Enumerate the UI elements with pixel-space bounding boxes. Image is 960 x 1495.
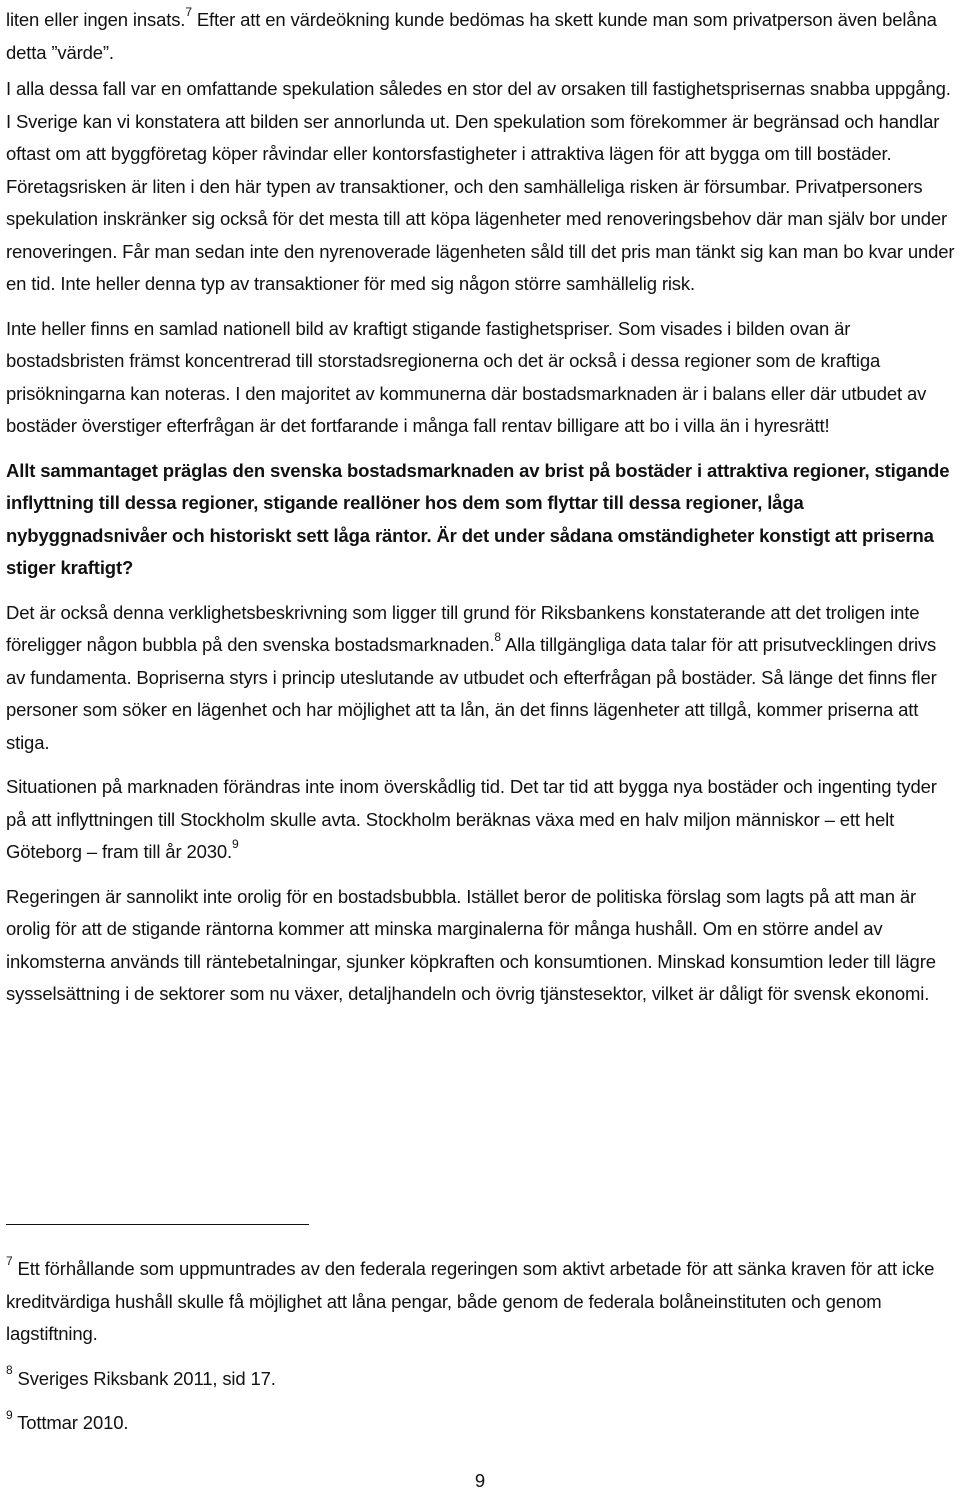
footnote-8 bbox=[6, 1363, 956, 1396]
footnote-9 bbox=[6, 1407, 956, 1440]
footnote-ref-7[interactable]: 7 bbox=[185, 4, 192, 19]
footnote-number-7: 7 bbox=[6, 1253, 13, 1268]
footnote-number-8: 8 bbox=[6, 1363, 13, 1378]
footnote-8-text: Sveriges Riksbank 2011, sid 17. bbox=[12, 1367, 276, 1389]
document-body bbox=[6, 4, 956, 1023]
paragraph-4-bold: Allt sammantaget präglas den svenska bostadsmarknaden av brist på bostäder i attraktiva regioner, stigande inflyttning till dessa regioner, stigande reallöner hos dem som flyttar till dessa regioner, låga nybyggnadsnivåer och historiskt sett låga räntor. Är det under sådana omständigheter konstigt att priserna stiger kraftigt? bbox=[6, 459, 950, 578]
footnote-separator bbox=[6, 1224, 309, 1225]
paragraph-2: I alla dessa fall var en omfattande spekulation således en stor del av orsaken till fastighetsprisernas snabba uppgång. I Sverige kan vi konstatera att bilden ser annorlunda ut. Den spekulation som förekommer är begränsad och handlar oftast om att byggföretag köper råvindar eller kontorsfastigheter i attraktiva lägen för att bygga om till bostäder. Företagsrisken är liten i den här typen av transaktioner, och den samhälleliga risken är försumbar. Privatpersoners spekulation inskränker sig också för det mesta till att köpa lägenheter med renoveringsbehov där man själv bor under renoveringen. Får man sedan inte den nyrenoverade lägenheten såld till det pris man tänkt sig kan man bo kvar under en tid. Inte heller denna typ av transaktioner för med sig någon större samhällelig risk. bbox=[6, 78, 955, 294]
footnotes bbox=[6, 1253, 956, 1452]
paragraph-1-text-cont: Efter att en värdeökning kunde bedömas ha skett kunde man som privatperson även belåna detta ”värde”. bbox=[6, 9, 937, 63]
footnote-9-text: Tottmar 2010. bbox=[12, 1412, 129, 1433]
paragraph-1-text: liten eller ingen insats. bbox=[6, 9, 186, 30]
footnote-ref-8[interactable]: 8 bbox=[494, 629, 501, 644]
paragraph-6 bbox=[6, 771, 956, 869]
paragraph-6-text: Situationen på marknaden förändras inte inom överskådlig tid. Det tar tid att bygga nya bostäder och ingenting tyder på att inflyttningen till Stockholm skulle avta. Stockholm beräknas växa med en halv miljon människor – ett helt Göteborg – fram till år 2030. bbox=[6, 776, 937, 862]
paragraph-7: Regeringen är sannolikt inte orolig för en bostadsbubbla. Istället beror de politiska förslag som lagts på att man är orolig för att de stigande räntorna kommer att minska marginalerna för många hushåll. Om en större andel av inkomsterna används till räntebetalningar, sjunker köpkraften och konsumtionen. Minskad konsumtion leder till lägre sysselsättning i de sektorer som nu växer, detaljhandeln och övrig tjänstesektor, vilket är dåligt för svensk ekonomi. bbox=[6, 885, 936, 1004]
footnote-ref-9[interactable]: 9 bbox=[232, 836, 239, 851]
paragraph-5-text-cont: Alla tillgängliga data talar för att prisutvecklingen drivs av fundamenta. Bopriserna styrs i princip uteslutande av utbudet och efterfrågan på bostäder. Så länge det finns fler personer som söker en lägenhet och har möjlighet att ta lån, än det finns lägenheter att tillgå, kommer priserna att stiga. bbox=[6, 634, 937, 753]
paragraph-5 bbox=[6, 597, 956, 760]
paragraph-5-text: Det är också denna verklighetsbeskrivning som ligger till grund för Riksbankens konstaterande att det troligen inte föreligger någon bubbla på den svenska bostadsmarknaden. bbox=[6, 601, 920, 655]
footnote-7-text: Ett förhållande som uppmuntrades av den federala regeringen som aktivt arbetade för att sänka kraven för att icke kreditvärdiga hushåll skulle få möjlighet att låna pengar, både genom de federala bolåneinstituten och genom lagstiftning. bbox=[6, 1258, 935, 1344]
footnote-number-9: 9 bbox=[6, 1407, 13, 1422]
footnote-7 bbox=[6, 1253, 956, 1351]
page-number: 9 bbox=[474, 1470, 486, 1491]
paragraph-1 bbox=[6, 4, 956, 69]
paragraph-3: Inte heller finns en samlad nationell bild av kraftigt stigande fastighetspriser. Som visades i bilden ovan är bostadsbristen främst koncentrerad till storstadsregionerna och det är också i dessa regioner som de kraftiga prisökningarna kan noteras. I den majoritet av kommunerna där bostadsmarknaden är i balans eller där utbudet av bostäder överstiger efterfrågan är det fortfarande i många fall rentav billigare att bo i villa än i hyresrätt! bbox=[6, 317, 927, 436]
